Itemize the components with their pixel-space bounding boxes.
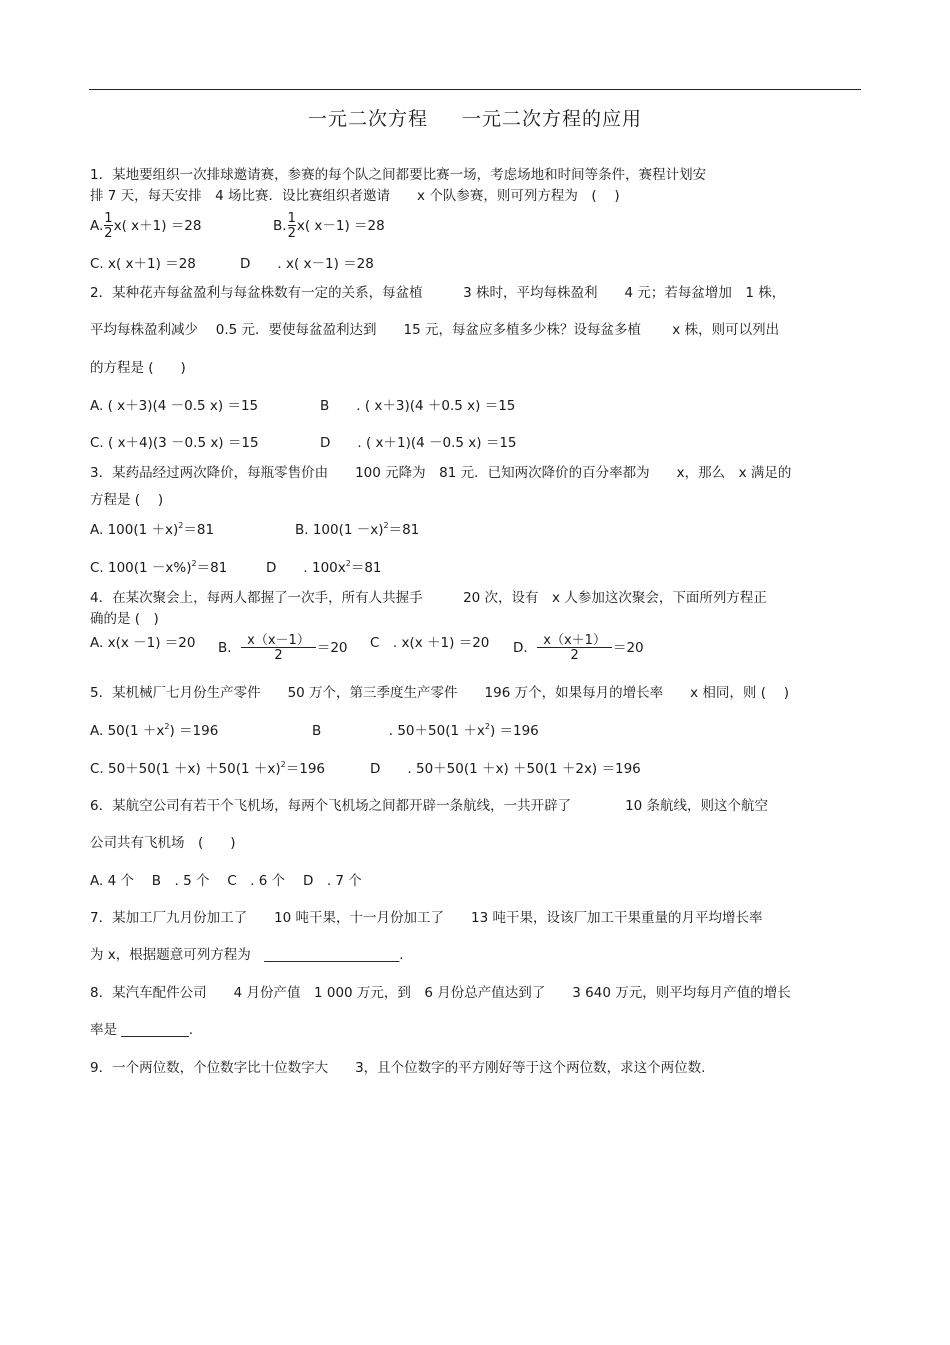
q1-option-a: A. $\frac{1}{2}$ x( x＋1) ＝28 xyxy=(90,211,202,241)
page-title xyxy=(0,104,950,131)
q2-option-d: D . ( x＋1)(4 －0.5 x) ＝15 xyxy=(320,435,517,451)
q3-option-c: C. $100(1 -x\%)^2=81$ xyxy=(90,559,228,576)
q2-stem-line2: 平均每株盈利减少 0.5 元．要使每盆盈利达到 15 元，每盆应多植多少株？设每盆多植 x 株，则可以列出 xyxy=(90,322,780,338)
q2-option-b: B . ( x＋3)(4 ＋0.5 x) ＝15 xyxy=(320,398,516,414)
title-left: 一元二次方程 xyxy=(307,108,428,130)
q5-option-b: B . $50+50(1 +x^2) =196$ xyxy=(312,722,539,739)
q8-stem-line2: 率是 __________. xyxy=(90,1022,194,1038)
q2-option-a: A. ( x＋3)(4 －0.5 x) ＝15 xyxy=(90,398,259,414)
title-right: 一元二次方程的应用 xyxy=(462,108,643,130)
q1-stem-line2: 排 7 天，每天安排 4 场比赛．设比赛组织者邀请 x 个队参赛，则可列方程为 ( ) xyxy=(90,188,620,204)
q1-stem-line1: 1．某地要组织一次排球邀请赛，参赛的每个队之间都要比赛一场，考虑场地和时间等条件，赛程计划安 xyxy=(90,167,707,183)
q4-options xyxy=(90,633,644,663)
q5-options-ab xyxy=(90,722,539,740)
q7-stem-line2: 为 x，根据题意可列方程为 ____________________. xyxy=(90,947,404,963)
q2-options-ab xyxy=(90,397,516,415)
q3-stem-line1: 3．某药品经过两次降价，每瓶零售价由 100 元降为 81 元．已知两次降价的百分率都为 x，那么 x 满足的 xyxy=(90,465,792,481)
q6-stem-line2: 公司共有飞机场 ( ) xyxy=(90,835,236,851)
q5-option-c: C. $50+50(1 +x) +50(1 +x)^2=196$ xyxy=(90,760,326,777)
q2-stem-line1: 2．某种花卉每盆盈利与每盆株数有一定的关系，每盆植 3 株时，平均每株盈利 4 元；若每盆增加 1 株， xyxy=(90,285,786,301)
q5-options-cd xyxy=(90,760,641,778)
q3-option-b: B. $100(1 -x)^2=81$ xyxy=(295,521,420,538)
q2-stem-line3: 的方程是 ( ) xyxy=(90,360,186,376)
q1-option-d: D . x( x－1) ＝28 xyxy=(240,256,374,272)
q4-option-b: B. $\frac{x(x-1)}{2}$ ＝20 xyxy=(218,633,348,663)
q1-options-cd xyxy=(90,255,374,273)
q7-stem-line1: 7．某加工厂九月份加工了 10 吨干果，十一月份加工了 13 吨干果，设该厂加工干果重量的月平均增长率 xyxy=(90,910,763,926)
q4-option-a: A. x(x －1) ＝20 xyxy=(90,635,196,651)
q5-option-a: A. $50(1 +x^2) =196$ xyxy=(90,722,219,739)
q6-stem-line1: 6．某航空公司有若干个飞机场，每两个飞机场之间都开辟一条航线，一共开辟了 10 条航线，则这个航空 xyxy=(90,798,769,814)
q4-stem-line2: 确的是 ( ) xyxy=(90,611,159,627)
q4-option-d: D. $\frac{x(x+1)}{2}$ ＝20 xyxy=(513,633,644,663)
q2-options-cd xyxy=(90,434,517,452)
q4-option-c: C . x(x ＋1) ＝20 xyxy=(370,635,490,651)
q3-option-d: D . $100x^2=81$ xyxy=(266,559,382,576)
q4-stem-line1: 4．在某次聚会上，每两人都握了一次手，所有人共握手 20 次，设有 x 人参加这次聚会，下面所列方程正 xyxy=(90,590,767,606)
header-rule xyxy=(89,89,861,90)
q8-stem-line1: 8．某汽车配件公司 4 月份产值 1 000 万元，到 6 月份总产值达到了 3 640 万元，则平均每月产值的增长 xyxy=(90,985,791,1001)
q3-options-ab xyxy=(90,521,420,539)
q1-option-b: B. $\frac{1}{2}$ x( x－1) ＝28 xyxy=(273,211,385,241)
q2-option-c: C. ( x＋4)(3 －0.5 x) ＝15 xyxy=(90,435,259,451)
q3-stem-line2: 方程是 ( ) xyxy=(90,492,164,508)
q5-option-d: D . 50＋50(1 ＋x) ＋50(1 ＋2x) ＝196 xyxy=(370,761,641,777)
q3-options-cd xyxy=(90,559,382,577)
q1-options-ab xyxy=(90,211,385,241)
q1-option-c: C. x( x＋1) ＝28 xyxy=(90,256,196,272)
q6-options: A. 4 个 B . 5 个 C . 6 个 D . 7 个 xyxy=(90,873,362,889)
q5-stem: 5．某机械厂七月份生产零件 50 万个，第三季度生产零件 196 万个，如果每月的增长率 x 相同，则 ( ) xyxy=(90,685,790,701)
q3-option-a: A. $100(1 +x)^2=81$ xyxy=(90,521,215,538)
q9-stem: 9．一个两位数，个位数字比十位数字大 3，且个位数字的平方刚好等于这个两位数，求这个两位数. xyxy=(90,1060,706,1076)
